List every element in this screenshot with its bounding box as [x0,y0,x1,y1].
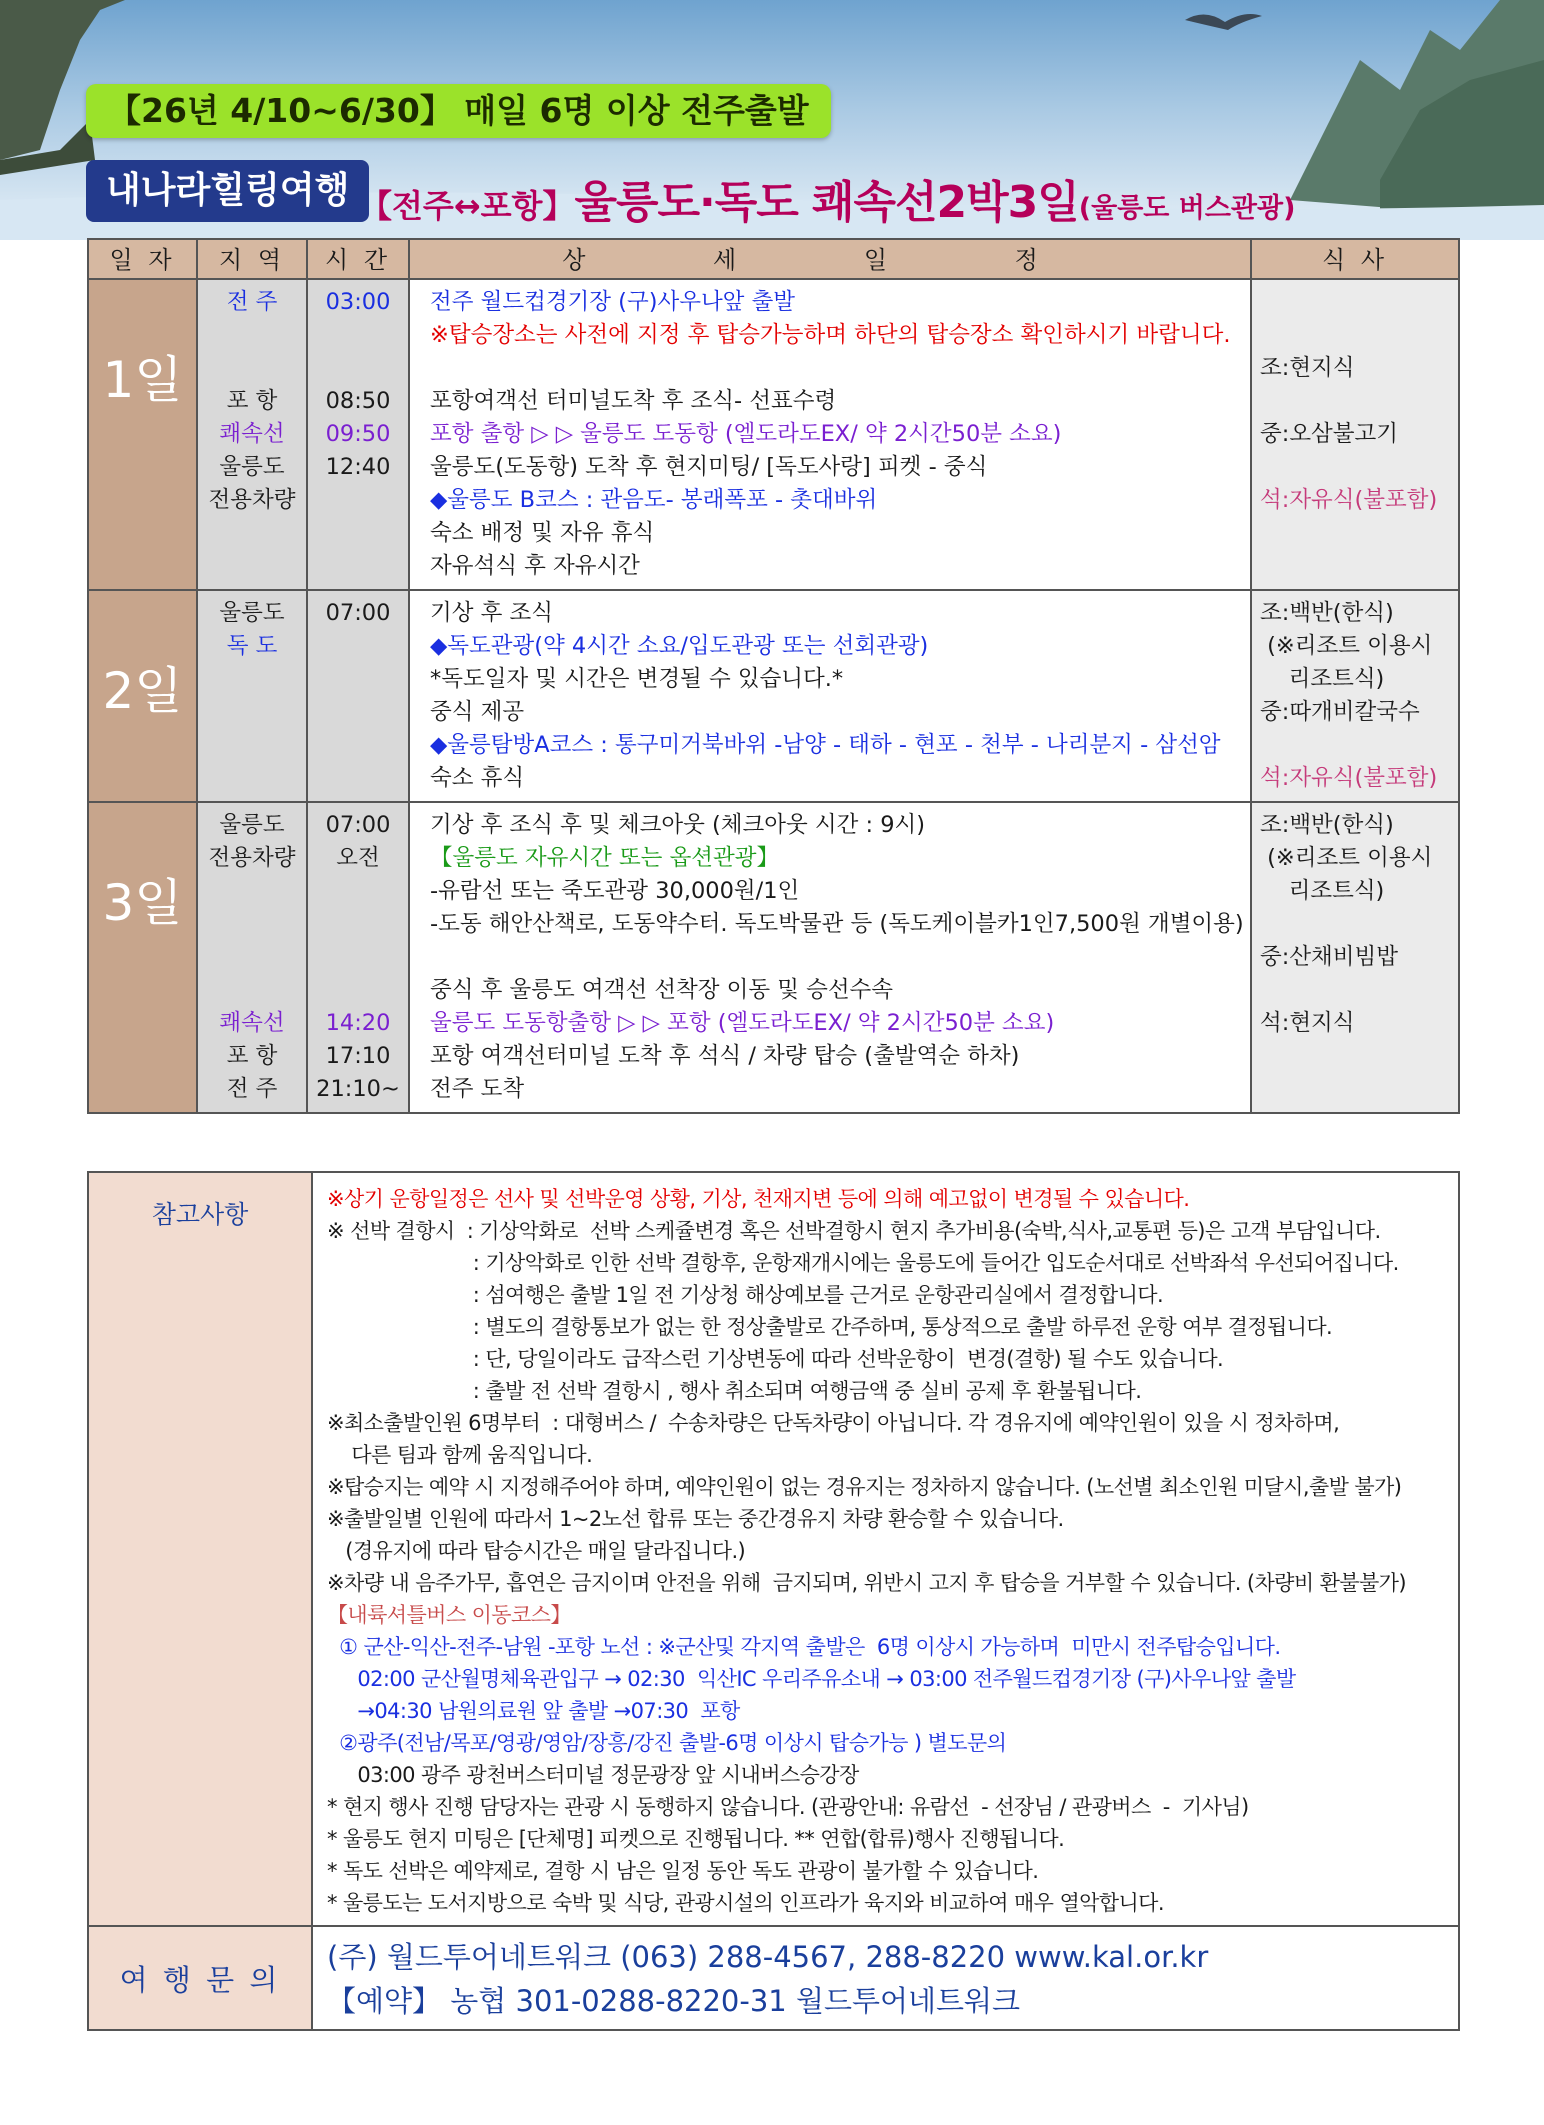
note-line: →04:30 남원의료원 앞 출발 →07:30 포항 [327,1699,740,1723]
region-cell [197,590,307,802]
schedule-day-row [88,279,1459,590]
time-line [308,908,408,941]
schedule-body [88,279,1459,1113]
note-line: ②광주(전남/목포/영광/영암/장흥/강진 출발-6명 이상시 탑승가능 ) 별도문의 [327,1731,1007,1755]
meal-line: 조:현지식 [1260,355,1355,381]
region-line: 울릉도 [219,600,285,626]
region-line [198,352,306,385]
detail-line: 기상 후 조식 [430,600,553,626]
detail-line: ◆울릉탐방A코스 : 통구미거북바위 -남양 - 태하 - 현포 - 천부 - 나리분지 - 삼선암 [430,732,1221,758]
day-label: 2일 [102,662,183,720]
time-cell [307,802,409,1113]
region-line [198,762,306,795]
detail-line: 전주 월드컵경기장 (구)사우나앞 출발 [430,289,796,315]
detail-line: *독도일자 및 시간은 변경될 수 있습니다.* [430,666,844,692]
time-line: 오전 [336,845,380,871]
meal-line: 석:자유식(불포함) [1260,487,1438,513]
notes-content [312,1172,1459,1926]
note-line: ※최소출발인원 6명부터 : 대형버스 / 수송차량은 단독차량이 아닙니다. 각 경유지에 예약인원이 있을 시 정차하며, [327,1411,1340,1435]
detail-line: 포항 출항 ▷ ▷ 울릉도 도동항 (엘도라도EX/ 약 2시간50분 소요) [430,421,1062,447]
detail-line: -도동 해안산책로, 도동약수터. 독도박물관 등 (독도케이블카1인7,500원 개별이용) [430,911,1244,937]
meal-line: (※리조트 이용시 [1260,845,1433,871]
time-line: 17:10 [325,1043,391,1069]
trip-title [360,166,1296,228]
time-line [308,630,408,663]
time-line [308,484,408,517]
meal-line: 중:산채비빔밥 [1260,944,1398,970]
col-header-detail: 상 세 일 정 [409,239,1251,279]
detail-line: 포항여객선 터미널도착 후 조식- 선표수령 [430,388,837,414]
trip-name: 울릉도·독도 쾌속선2박3일 [574,177,1079,228]
region-line [198,875,306,908]
detail-line [410,352,1250,385]
time-line: 08:50 [325,388,391,414]
meal-line [1252,286,1458,319]
region-line: 전용차량 [208,487,296,513]
meal-line [1252,729,1458,762]
inquiry-contact: (주) 월드투어네트워크 (063) 288-4567, 288-8220 www.kal.or.kr [327,1940,1209,1974]
time-line [308,941,408,974]
region-line [198,319,306,352]
detail-line: 전주 도착 [430,1076,525,1102]
time-line [308,729,408,762]
detail-line: 숙소 휴식 [430,765,525,791]
note-line: : 단, 당일이라도 급작스런 기상변동에 따라 선박운항이 변경(결항) 될 수도 있습니다. [327,1347,1224,1371]
day-cell [88,590,197,802]
schedule-day-row [88,802,1459,1113]
day-cell [88,802,197,1113]
detail-line: ◆독도관광(약 4시간 소요/입도관광 또는 선회관광) [430,633,929,659]
time-line: 14:20 [325,1010,391,1036]
region-line: 쾌속선 [219,421,285,447]
detail-line: 중식 제공 [430,699,525,725]
route-label: 【전주↔포항】 [360,187,575,225]
note-line: ※ 선박 결항시 : 기상악화로 선박 스케쥴변경 혹은 선박결항시 현지 추가비용(숙박,식사,교통편 등)은 고객 부담입니다. [327,1219,1381,1243]
note-line: : 출발 전 선박 결항시 , 행사 취소되며 여행금액 중 실비 공제 후 환불됩니다. [327,1379,1142,1403]
time-line: 07:00 [325,600,391,626]
meal-line [1252,908,1458,941]
region-line: 포 항 [226,1043,278,1069]
region-line: 포 항 [226,388,278,414]
meal-line: 조:백반(한식) [1260,812,1394,838]
region-line [198,908,306,941]
region-cell [197,279,307,590]
note-line: ※상기 운항일정은 선사 및 선박운영 상황, 기상, 천재지변 등에 의해 예고없이 변경될 수 있습니다. [327,1187,1190,1211]
time-line: 03:00 [325,289,391,315]
meal-line [1252,1073,1458,1106]
inquiry-row [88,1926,1459,2030]
time-cell [307,279,409,590]
inquiry-label: 여 행 문 의 [88,1926,312,2030]
time-cell [307,590,409,802]
day-label: 3일 [102,874,183,932]
note-line: : 별도의 결항통보가 없는 한 정상출발로 간주하며, 통상적으로 출발 하루전 운항 여부 결정됩니다. [327,1315,1333,1339]
detail-cell [409,279,1251,590]
note-line: * 현지 행사 진행 담당자는 관광 시 동행하지 않습니다. (관광안내: 유람선 - 선장님 / 관광버스 - 기사님) [327,1795,1249,1819]
note-line: 03:00 광주 광천버스터미널 정문광장 앞 시내버스승강장 [327,1763,859,1787]
region-line [198,550,306,583]
schedule-header-row [88,239,1459,279]
region-line: 전 주 [226,289,278,315]
time-line [308,875,408,908]
region-line: 전용차량 [208,845,296,871]
meal-line [1252,517,1458,550]
note-line: * 울릉도 현지 미팅은 [단체명] 피켓으로 진행됩니다. ** 연합(합류)행사 진행됩니다. [327,1827,1065,1851]
meal-line [1252,1040,1458,1073]
meal-line [1252,319,1458,352]
meal-line: 조:백반(한식) [1260,600,1394,626]
time-line [308,517,408,550]
region-line: 울릉도 [219,812,285,838]
time-line: 21:10~ [316,1076,400,1102]
meal-line [1252,451,1458,484]
col-header-time: 시 간 [307,239,409,279]
note-line: 【내륙셔틀버스 이동코스】 [327,1603,571,1627]
day-label: 1일 [102,351,183,409]
note-line: ※탑승지는 예약 시 지정해주어야 하며, 예약인원이 없는 경유지는 정차하지 않습니다. (노선별 최소인원 미달시,출발 불가) [327,1475,1402,1499]
region-line [198,941,306,974]
detail-line: -유람선 또는 죽도관광 30,000원/1인 [430,878,800,904]
meal-line: 중:오삼불고기 [1260,421,1398,447]
detail-line: ◆울릉도 B코스 : 관음도- 봉래폭포 - 촛대바위 [430,487,878,513]
meal-line [1252,550,1458,583]
region-cell [197,802,307,1113]
region-line [198,696,306,729]
meal-line: 석:현지식 [1260,1010,1355,1036]
time-line: 07:00 [325,812,391,838]
seagull-icon [1185,14,1262,30]
detail-line: 숙소 배정 및 자유 휴식 [430,520,655,546]
detail-line: 【울릉도 자유시간 또는 옵션관광】 [430,845,780,871]
meal-line [1252,974,1458,1007]
meal-line: 석:자유식(불포함) [1260,765,1438,791]
note-line: : 기상악화로 인한 선박 결항후, 운항재개시에는 울릉도에 들어간 입도순서대로 선박좌석 우선되어집니다. [327,1251,1399,1275]
region-line [198,974,306,1007]
trip-subtitle: (울릉도 버스관광) [1078,193,1296,224]
note-line: * 울릉도는 도서지방으로 숙박 및 식당, 관광시설의 인프라가 육지와 비교하여 매우 열악합니다. [327,1891,1164,1915]
note-line: : 섬여행은 출발 1일 전 기상청 해상예보를 근거로 운항관리실에서 결정합니다. [327,1283,1164,1307]
detail-cell [409,590,1251,802]
region-line [198,517,306,550]
period-tag: 【26년 4/10~6/30】 매일 6명 이상 전주출발 [86,84,831,138]
note-line: 02:00 군산월명체육관입구 → 02:30 익산IC 우리주유소내 → 03:00 전주월드컵경기장 (구)사우나앞 출발 [327,1667,1296,1691]
brand-label: 내나라힐링여행 [86,160,369,222]
schedule-table [87,238,1460,1114]
inquiry-account: 【예약】 농협 301-0288-8220-31 월드투어네트워크 [327,1984,1021,2018]
detail-line [410,941,1250,974]
detail-line: ※탑승장소는 사전에 지정 후 탑승가능하며 하단의 탑승장소 확인하시기 바랍니다. [430,322,1231,348]
time-line [308,319,408,352]
meal-line: (※리조트 이용시 [1260,633,1433,659]
meal-line [1252,385,1458,418]
detail-line: 자유석식 후 자유시간 [430,553,640,579]
inquiry-content [312,1926,1459,2030]
detail-cell [409,802,1251,1113]
time-line [308,550,408,583]
schedule-day-row [88,590,1459,802]
note-line: * 독도 선박은 예약제로, 결항 시 남은 일정 동안 독도 관광이 불가할 수 있습니다. [327,1859,1039,1883]
time-line [308,352,408,385]
time-line: 12:40 [325,454,391,480]
detail-line: 기상 후 조식 후 및 체크아웃 (체크아웃 시간 : 9시) [430,812,926,838]
time-line [308,762,408,795]
meal-cell [1251,590,1459,802]
day-cell [88,279,197,590]
detail-line: 울릉도(도동항) 도착 후 현지미팅/ [독도사랑] 피켓 - 중식 [430,454,988,480]
time-line [308,663,408,696]
col-header-meal: 식 사 [1251,239,1459,279]
meal-cell [1251,279,1459,590]
time-line [308,696,408,729]
detail-line: 울릉도 도동항출항 ▷ ▷ 포항 (엘도라도EX/ 약 2시간50분 소요) [430,1010,1055,1036]
meal-cell [1251,802,1459,1113]
meal-line: 중:따개비칼국수 [1260,699,1420,725]
region-line: 전 주 [226,1076,278,1102]
region-line: 쾌속선 [219,1010,285,1036]
region-line: 울릉도 [219,454,285,480]
detail-line: 중식 후 울릉도 여객선 선착장 이동 및 승선수속 [430,977,894,1003]
notes-label-cell [88,1172,312,1926]
meal-line: 리조트식) [1260,878,1385,904]
col-header-day: 일 자 [88,239,197,279]
note-line: ※출발일별 인원에 따라서 1~2노선 합류 또는 중간경유지 차량 환승할 수 있습니다. [327,1507,1064,1531]
notes-row [88,1172,1459,1926]
note-line: 다른 팀과 함께 움직입니다. [327,1443,593,1467]
note-line: ※차량 내 음주가무, 흡연은 금지이며 안전을 위해 금지되며, 위반시 고지 후 탑승을 거부할 수 있습니다. (차량비 환불불가) [327,1571,1406,1595]
detail-line: 포항 여객선터미널 도착 후 석식 / 차량 탑승 (출발역순 하차) [430,1043,1020,1069]
region-line [198,729,306,762]
note-line: (경유지에 따라 탑승시간은 매일 달라집니다.) [327,1539,746,1563]
note-line: ① 군산-익산-전주-남원 -포항 노선 : ※군산및 각지역 출발은 6명 이상시 가능하며 미만시 전주탑승입니다. [327,1635,1281,1659]
meal-line: 리조트식) [1260,666,1385,692]
notes-table [87,1171,1460,2031]
notes-label: 참고사항 [151,1200,249,1229]
time-line [308,974,408,1007]
time-line: 09:50 [325,421,391,447]
region-line [198,663,306,696]
region-line: 독 도 [226,633,278,659]
col-header-region: 지 역 [197,239,307,279]
